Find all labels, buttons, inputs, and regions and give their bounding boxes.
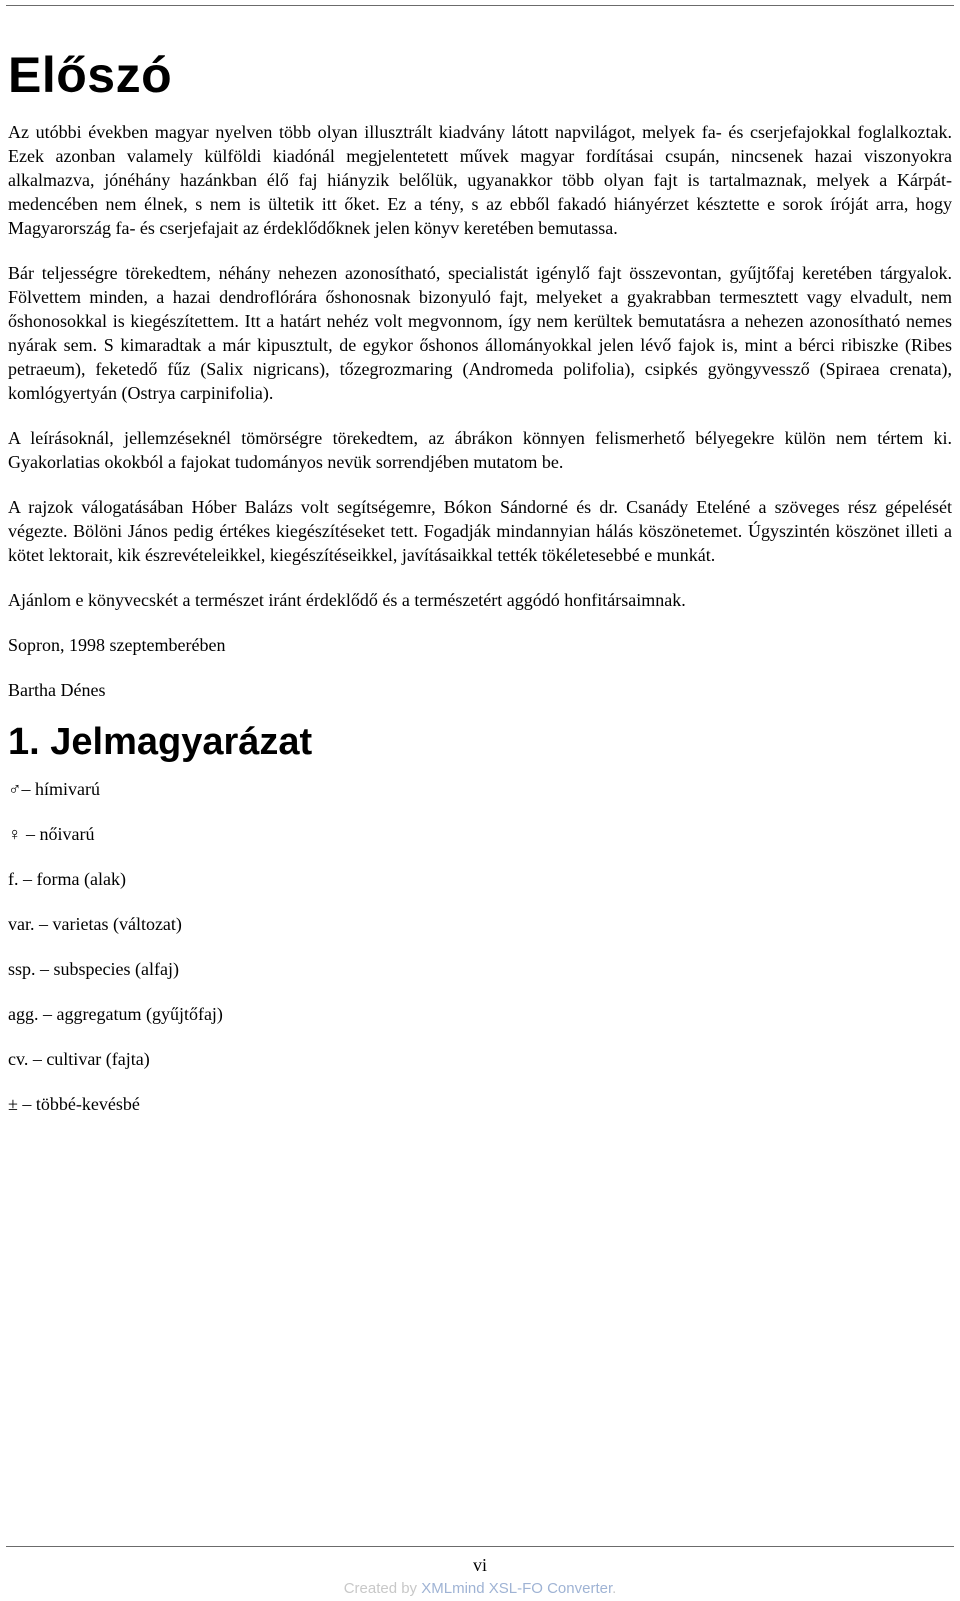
legend-item: ssp. – subspecies (alfaj) xyxy=(8,959,179,979)
paragraph: Az utóbbi években magyar nyelven több olyan illusztrált kiadvány látott napvilágot, melyek fa- és cserjefajokkal foglalkoztak. Ezek azonban valamely külföldi kiadónál megjelentetett művek magyar fordításai csupán, nincsenek hazai viszonyokra alkalmazva, jónéhány hazánkban élő faj hiányzik belőlük, ugyanakkor több olyan fajt is tartalmaznak, melyek a Kárpát-medencében nem élnek, s nem is ültetik itt őket. Ez a tény, s az ebből fakadó hiányérzet késztette e sorok íróját arra, hogy Magyarország fa- és cserjefajait az érdeklődőknek jelen könyv keretében bemutassa. xyxy=(8,122,952,238)
legend-item: var. – varietas (változat) xyxy=(8,914,182,934)
section-title: 1. Jelmagyarázat xyxy=(8,721,313,763)
legend-item: f. – forma (alak) xyxy=(8,869,126,889)
top-rule xyxy=(6,5,954,6)
paragraph: Bár teljességre törekedtem, néhány nehezen azonosítható, specialistát igénylő fajt összevontan, gyűjtőfaj keretében tárgyalok. Fölvettem minden, a hazai dendroflórára őshonosnak bizonyuló fajt, melyeket a gyakrabban termesztett vagy elvadult, nem őshonosokkal is kiegészítettem. Itt a határt nehéz volt megvonnom, így nem kerültek bemutatásra a nehezen azonosítható nemes nyárak sem. S kimaradtak a már kipusztult, de egykor őshonos állományokkal jelen lévő fajok is, mint a bérci ribiszke (Ribes petraeum), feketedő fűz (Salix nigricans), tőzegrozmaring (Andromeda polifolia), csipkés gyöngyvessző (Spiraea crenata), komlógyertyán (Ostrya carpinifolia). xyxy=(8,263,952,403)
page-number: vi xyxy=(472,1555,487,1575)
paragraph: Ajánlom e könyvecskét a természet iránt érdeklődő és a természetért aggódó honfitársaimnak. xyxy=(8,590,686,610)
legend-item: ♂– hímivarú xyxy=(8,779,100,799)
author-signature: Bartha Dénes xyxy=(8,680,106,700)
legend-item: ♀ – nőivarú xyxy=(8,824,95,844)
footer-suffix: . xyxy=(612,1580,617,1597)
footer-credit xyxy=(0,1580,960,1597)
legend-item: ± – többé-kevésbé xyxy=(8,1094,140,1114)
place-date: Sopron, 1998 szeptemberében xyxy=(8,635,226,655)
footer-prefix: Created by xyxy=(343,1580,422,1597)
page-title: Előszó xyxy=(8,47,173,103)
footer-brand-link[interactable]: XMLmind XSL-FO Converter xyxy=(421,1580,613,1597)
bottom-rule xyxy=(6,1546,954,1547)
legend-item: cv. – cultivar (fajta) xyxy=(8,1049,150,1069)
paragraph: A rajzok válogatásában Hóber Balázs volt segítségemre, Bókon Sándorné és dr. Csanády Eteléné a szöveges rész gépelését végezte. Bölöni János pedig értékes kiegészítéseket tett. Fogadják mindannyian hálás köszönetemet. Úgyszintén köszönet illeti a kötet lektorait, kik észrevételeikkel, kiegészítéseikkel, javításaikkal tették tökéletesebbé e munkát. xyxy=(8,497,952,565)
page-content xyxy=(8,47,952,1137)
legend-item: agg. – aggregatum (gyűjtőfaj) xyxy=(8,1004,223,1024)
paragraph: A leírásoknál, jellemzéseknél tömörségre törekedtem, az ábrákon könnyen felismerhető bélyegekre külön nem tértem ki. Gyakorlatias okokból a fajokat tudományos nevük sorrendjében mutatom be. xyxy=(8,428,952,472)
